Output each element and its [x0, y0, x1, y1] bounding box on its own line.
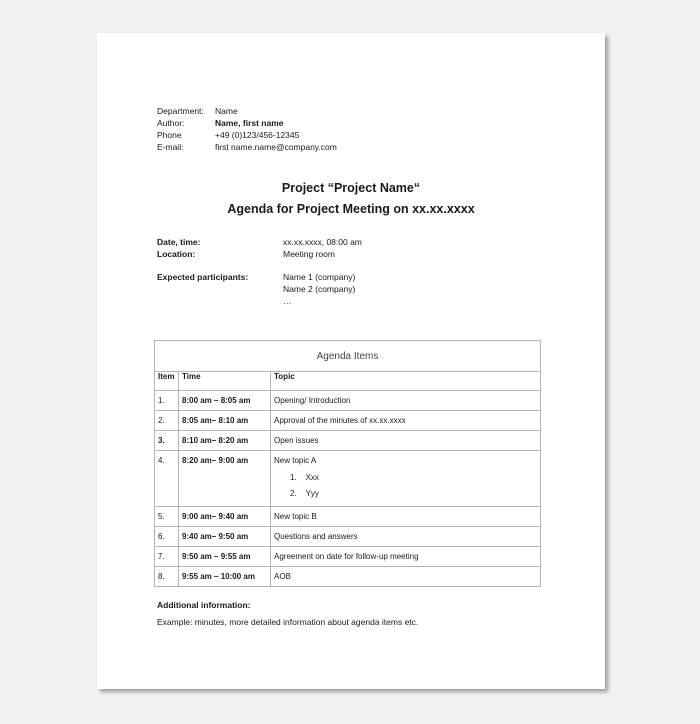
- topic-cell: Questions and answers: [271, 527, 541, 547]
- agenda-header-row: [155, 372, 541, 391]
- document-page: [97, 33, 605, 689]
- table-row: [155, 411, 541, 431]
- time-cell: 8:00 am – 8:05 am: [179, 391, 271, 411]
- item-cell: 8.: [155, 567, 179, 587]
- subtopic-text: Yyy: [305, 489, 319, 498]
- phone-row: [157, 129, 337, 141]
- topic-cell: AOB: [271, 567, 541, 587]
- email-row: [157, 141, 337, 153]
- topic-cell: Approval of the minutes of xx.xx.xxxx: [271, 411, 541, 431]
- author-value: Name, first name: [215, 118, 284, 128]
- table-row: [155, 507, 541, 527]
- time-cell: 8:10 am– 8:20 am: [179, 431, 271, 451]
- subtopic-text: Xxx: [305, 473, 319, 482]
- item-cell: 5.: [155, 507, 179, 527]
- date-label: Date, time:: [157, 237, 201, 247]
- author-label: Author:: [157, 118, 185, 128]
- topic-column-header: Topic: [271, 372, 541, 391]
- participant-item: Name 1 (company): [283, 272, 356, 282]
- time-cell: 9:40 am– 9:50 am: [179, 527, 271, 547]
- time-cell: 8:05 am– 8:10 am: [179, 411, 271, 431]
- topic-cell: Opening/ Introduction: [271, 391, 541, 411]
- topic-text: New topic A: [274, 456, 317, 465]
- project-title: Project “Project Name“: [281, 181, 421, 195]
- phone-label: Phone: [157, 130, 182, 140]
- item-cell: 7.: [155, 547, 179, 567]
- time-cell: 9:00 am– 9:40 am: [179, 507, 271, 527]
- table-row: [155, 547, 541, 567]
- document-metadata: [157, 105, 337, 153]
- document-title: [97, 178, 605, 220]
- agenda-title: Agenda for Project Meeting on xx.xx.xxxx: [227, 202, 475, 216]
- item-cell: 4.: [155, 451, 179, 507]
- table-row: [155, 391, 541, 411]
- subtopic-item: [290, 486, 537, 502]
- participants-label: Expected participants:: [157, 272, 249, 282]
- location-row: [157, 248, 362, 260]
- subtopic-item: [290, 470, 537, 486]
- time-column-header: Time: [179, 372, 271, 391]
- additional-information: [157, 599, 418, 628]
- item-cell: 2.: [155, 411, 179, 431]
- author-row: [157, 117, 337, 129]
- participant-item: Name 2 (company): [283, 284, 356, 294]
- participant-item: …: [283, 296, 292, 306]
- table-row: [155, 431, 541, 451]
- department-label: Department:: [157, 106, 204, 116]
- participants-list: [283, 271, 355, 307]
- additional-text: Example: minutes, more detailed information about agenda items etc.: [157, 617, 419, 627]
- subtopic-number: 1.: [290, 473, 297, 482]
- phone-value: +49 (0)123/456-12345: [215, 130, 300, 140]
- subtopic-number: 2.: [290, 489, 297, 498]
- item-cell: 3.: [155, 431, 179, 451]
- email-value: first name.name@company.com: [215, 142, 337, 152]
- table-row: [155, 451, 541, 507]
- email-label: E-mail:: [157, 142, 184, 152]
- agenda-caption: Agenda Items: [155, 341, 541, 372]
- time-cell: 9:50 am – 9:55 am: [179, 547, 271, 567]
- meeting-info: [157, 236, 362, 307]
- table-row: [155, 567, 541, 587]
- topic-cell: Agreement on date for follow-up meeting: [271, 547, 541, 567]
- additional-heading: Additional information:: [157, 600, 251, 610]
- topic-cell: New topic B: [271, 507, 541, 527]
- subtopic-list: [274, 470, 537, 502]
- participants-row: [157, 271, 362, 307]
- department-value: Name: [215, 106, 238, 116]
- topic-cell: Open issues: [271, 431, 541, 451]
- date-value: xx.xx.xxxx, 08:00 am: [283, 237, 362, 247]
- item-cell: 6.: [155, 527, 179, 547]
- item-cell: 1.: [155, 391, 179, 411]
- location-value: Meeting room: [283, 249, 335, 259]
- location-label: Location:: [157, 249, 196, 259]
- department-row: [157, 105, 337, 117]
- time-cell: 8:20 am– 9:00 am: [179, 451, 271, 507]
- topic-cell: [271, 451, 541, 507]
- time-cell: 9:55 am – 10:00 am: [179, 567, 271, 587]
- table-row: [155, 527, 541, 547]
- item-column-header: Item: [155, 372, 179, 391]
- agenda-table: [154, 340, 541, 587]
- date-row: [157, 236, 362, 248]
